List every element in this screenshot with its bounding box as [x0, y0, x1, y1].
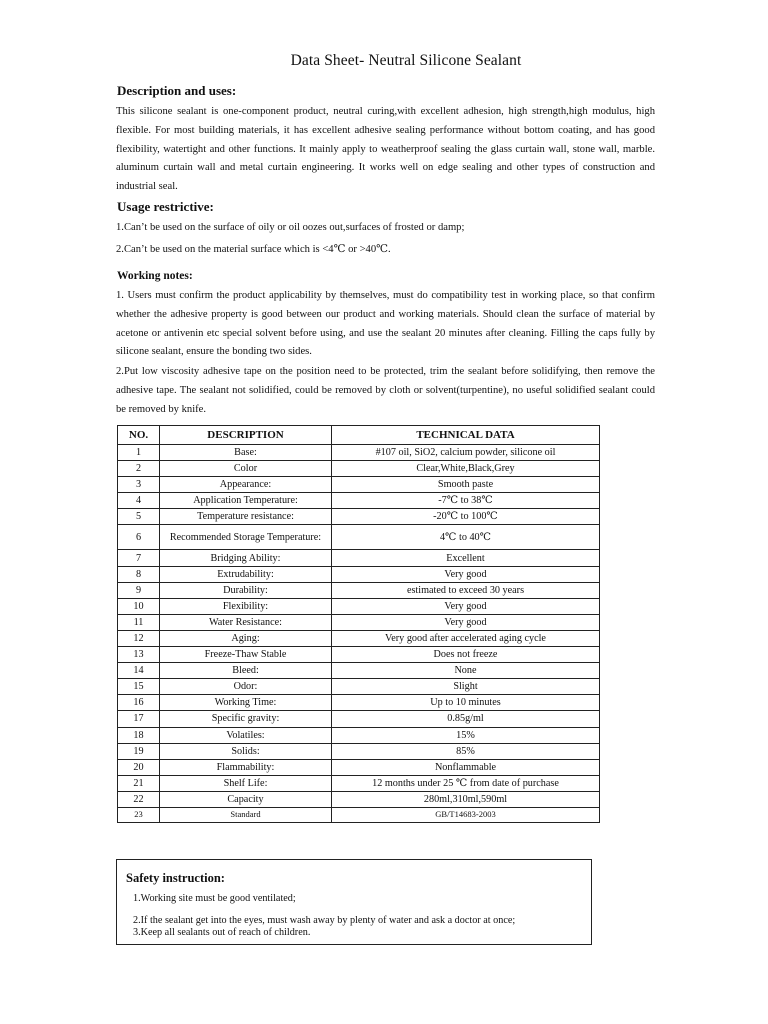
header-no: NO.	[118, 426, 160, 445]
cell-no: 13	[118, 647, 160, 663]
table-row	[118, 598, 600, 614]
table-row	[118, 566, 600, 582]
cell-technical-data: 0.85g/ml	[332, 711, 600, 727]
cell-no: 4	[118, 493, 160, 509]
cell-technical-data: Very good after accelerated aging cycle	[332, 630, 600, 646]
cell-technical-data: GB/T14683-2003	[332, 807, 600, 822]
table-row	[118, 550, 600, 566]
cell-description: Working Time:	[160, 695, 332, 711]
cell-description: Appearance:	[160, 477, 332, 493]
table-row	[118, 743, 600, 759]
description-text: This silicone sealant is one-component product, neutral curing,with excellent adhesion, high strength,high modulus, high flexible. For most building materials, it has excellent adhesive sealing performance without bottom coating, and has good flexibility, watertight and other functions. It mainly apply to weatherproof sealing the glass curtain wall, stone wall, marble. aluminum curtain wall and metal curtain engineering. It works well on edge sealing and other types of construction and industrial seal.	[116, 106, 655, 193]
usage-heading: Usage restrictive:	[117, 199, 214, 214]
cell-description: Durability:	[160, 582, 332, 598]
cell-description: Shelf Life:	[160, 775, 332, 791]
cell-no: 17	[118, 711, 160, 727]
cell-description: Aging:	[160, 630, 332, 646]
header-description: DESCRIPTION	[160, 426, 332, 445]
safety-heading: Safety instruction:	[126, 871, 225, 885]
cell-technical-data: -20℃ to 100℃	[332, 509, 600, 525]
table-row	[118, 614, 600, 630]
table-row	[118, 477, 600, 493]
cell-description: Standard	[160, 807, 332, 822]
cell-description: Water Resistance:	[160, 614, 332, 630]
cell-no: 10	[118, 598, 160, 614]
cell-no: 3	[118, 477, 160, 493]
table-row	[118, 445, 600, 461]
cell-technical-data: Excellent	[332, 550, 600, 566]
cell-description: Application Temperature:	[160, 493, 332, 509]
cell-technical-data: 12 months under 25 ℃ from date of purchase	[332, 775, 600, 791]
table-row	[118, 775, 600, 791]
cell-no: 2	[118, 461, 160, 477]
description-heading: Description and uses:	[117, 83, 237, 98]
cell-description: Temperature resistance:	[160, 509, 332, 525]
table-row	[118, 807, 600, 822]
working-note-1: 1. Users must confirm the product applicability by themselves, must do compatibility test in working place, so that confirm whether the adhesive property is good between our product and working materials. Should clean the surface of material by acetone or antivenin etc special solvent before using, and use the sealant 20 minutes after cleaning. Filling the caps fully by silicone sealant, ensure the bonding two sides.	[116, 290, 655, 358]
cell-description: Base:	[160, 445, 332, 461]
table-row	[118, 695, 600, 711]
table-row	[118, 791, 600, 807]
cell-no: 15	[118, 679, 160, 695]
cell-technical-data: -7℃ to 38℃	[332, 493, 600, 509]
cell-description: Color	[160, 461, 332, 477]
cell-description: Volatiles:	[160, 727, 332, 743]
table-row	[118, 711, 600, 727]
cell-description: Odor:	[160, 679, 332, 695]
cell-no: 22	[118, 791, 160, 807]
cell-description: Capacity	[160, 791, 332, 807]
table-row	[118, 759, 600, 775]
cell-technical-data: 280ml,310ml,590ml	[332, 791, 600, 807]
cell-no: 21	[118, 775, 160, 791]
cell-technical-data: Very good	[332, 614, 600, 630]
cell-technical-data: 4℃ to 40℃	[332, 525, 600, 550]
table-row	[118, 647, 600, 663]
working-notes-heading: Working notes:	[117, 270, 193, 282]
cell-no: 11	[118, 614, 160, 630]
cell-technical-data: Slight	[332, 679, 600, 695]
cell-description: Extrudability:	[160, 566, 332, 582]
table-row	[118, 461, 600, 477]
cell-description: Bleed:	[160, 663, 332, 679]
cell-no: 14	[118, 663, 160, 679]
usage-item-2: 2.Can’t be used on the material surface which is <4℃ or >40℃.	[116, 244, 391, 255]
table-row	[118, 679, 600, 695]
header-technical-data: TECHNICAL DATA	[332, 426, 600, 445]
cell-no: 1	[118, 445, 160, 461]
cell-technical-data: 85%	[332, 743, 600, 759]
cell-technical-data: Nonflammable	[332, 759, 600, 775]
cell-no: 18	[118, 727, 160, 743]
table-row	[118, 525, 600, 550]
usage-item-1: 1.Can’t be used on the surface of oily or oil oozes out,surfaces of frosted or damp;	[116, 222, 465, 233]
table-row	[118, 663, 600, 679]
safety-instruction-box	[116, 859, 592, 945]
cell-no: 8	[118, 566, 160, 582]
cell-technical-data: Does not freeze	[332, 647, 600, 663]
cell-no: 5	[118, 509, 160, 525]
cell-technical-data: None	[332, 663, 600, 679]
cell-no: 23	[118, 807, 160, 822]
cell-description: Recommended Storage Temperature:	[160, 525, 332, 550]
cell-technical-data: Smooth paste	[332, 477, 600, 493]
cell-technical-data: Very good	[332, 598, 600, 614]
working-note-2: 2.Put low viscosity adhesive tape on the position need to be protected, trim the sealant before solidifying, then remove the adhesive tape. The sealant not solidified, could be removed by cloth or solvent(turpentine), no useful solidified sealant could be removed by knife.	[116, 366, 655, 415]
cell-technical-data: #107 oil, SiO2, calcium powder, silicone oil	[332, 445, 600, 461]
cell-no: 7	[118, 550, 160, 566]
cell-no: 16	[118, 695, 160, 711]
cell-description: Flexibility:	[160, 598, 332, 614]
table-row	[118, 727, 600, 743]
cell-technical-data: 15%	[332, 727, 600, 743]
cell-no: 9	[118, 582, 160, 598]
cell-description: Bridging Ability:	[160, 550, 332, 566]
cell-description: Freeze-Thaw Stable	[160, 647, 332, 663]
cell-technical-data: Clear,White,Black,Grey	[332, 461, 600, 477]
cell-no: 20	[118, 759, 160, 775]
cell-no: 12	[118, 630, 160, 646]
cell-no: 19	[118, 743, 160, 759]
safety-item-2: 2.If the sealant get into the eyes, must wash away by plenty of water and ask a doctor at once;	[133, 915, 516, 926]
cell-technical-data: estimated to exceed 30 years	[332, 582, 600, 598]
cell-description: Solids:	[160, 743, 332, 759]
document-title: Data Sheet- Neutral Silicone Sealant	[290, 52, 522, 69]
cell-no: 6	[118, 525, 160, 550]
cell-description: Flammability:	[160, 759, 332, 775]
safety-item-1: 1.Working site must be good ventilated;	[133, 893, 296, 904]
cell-description: Specific gravity:	[160, 711, 332, 727]
table-row	[118, 630, 600, 646]
safety-item-3: 3.Keep all sealants out of reach of children.	[133, 927, 311, 938]
table-row	[118, 582, 600, 598]
table-header-row	[118, 426, 600, 445]
technical-data-table	[117, 425, 600, 823]
cell-technical-data: Very good	[332, 566, 600, 582]
table-row	[118, 509, 600, 525]
table-row	[118, 493, 600, 509]
cell-technical-data: Up to 10 minutes	[332, 695, 600, 711]
